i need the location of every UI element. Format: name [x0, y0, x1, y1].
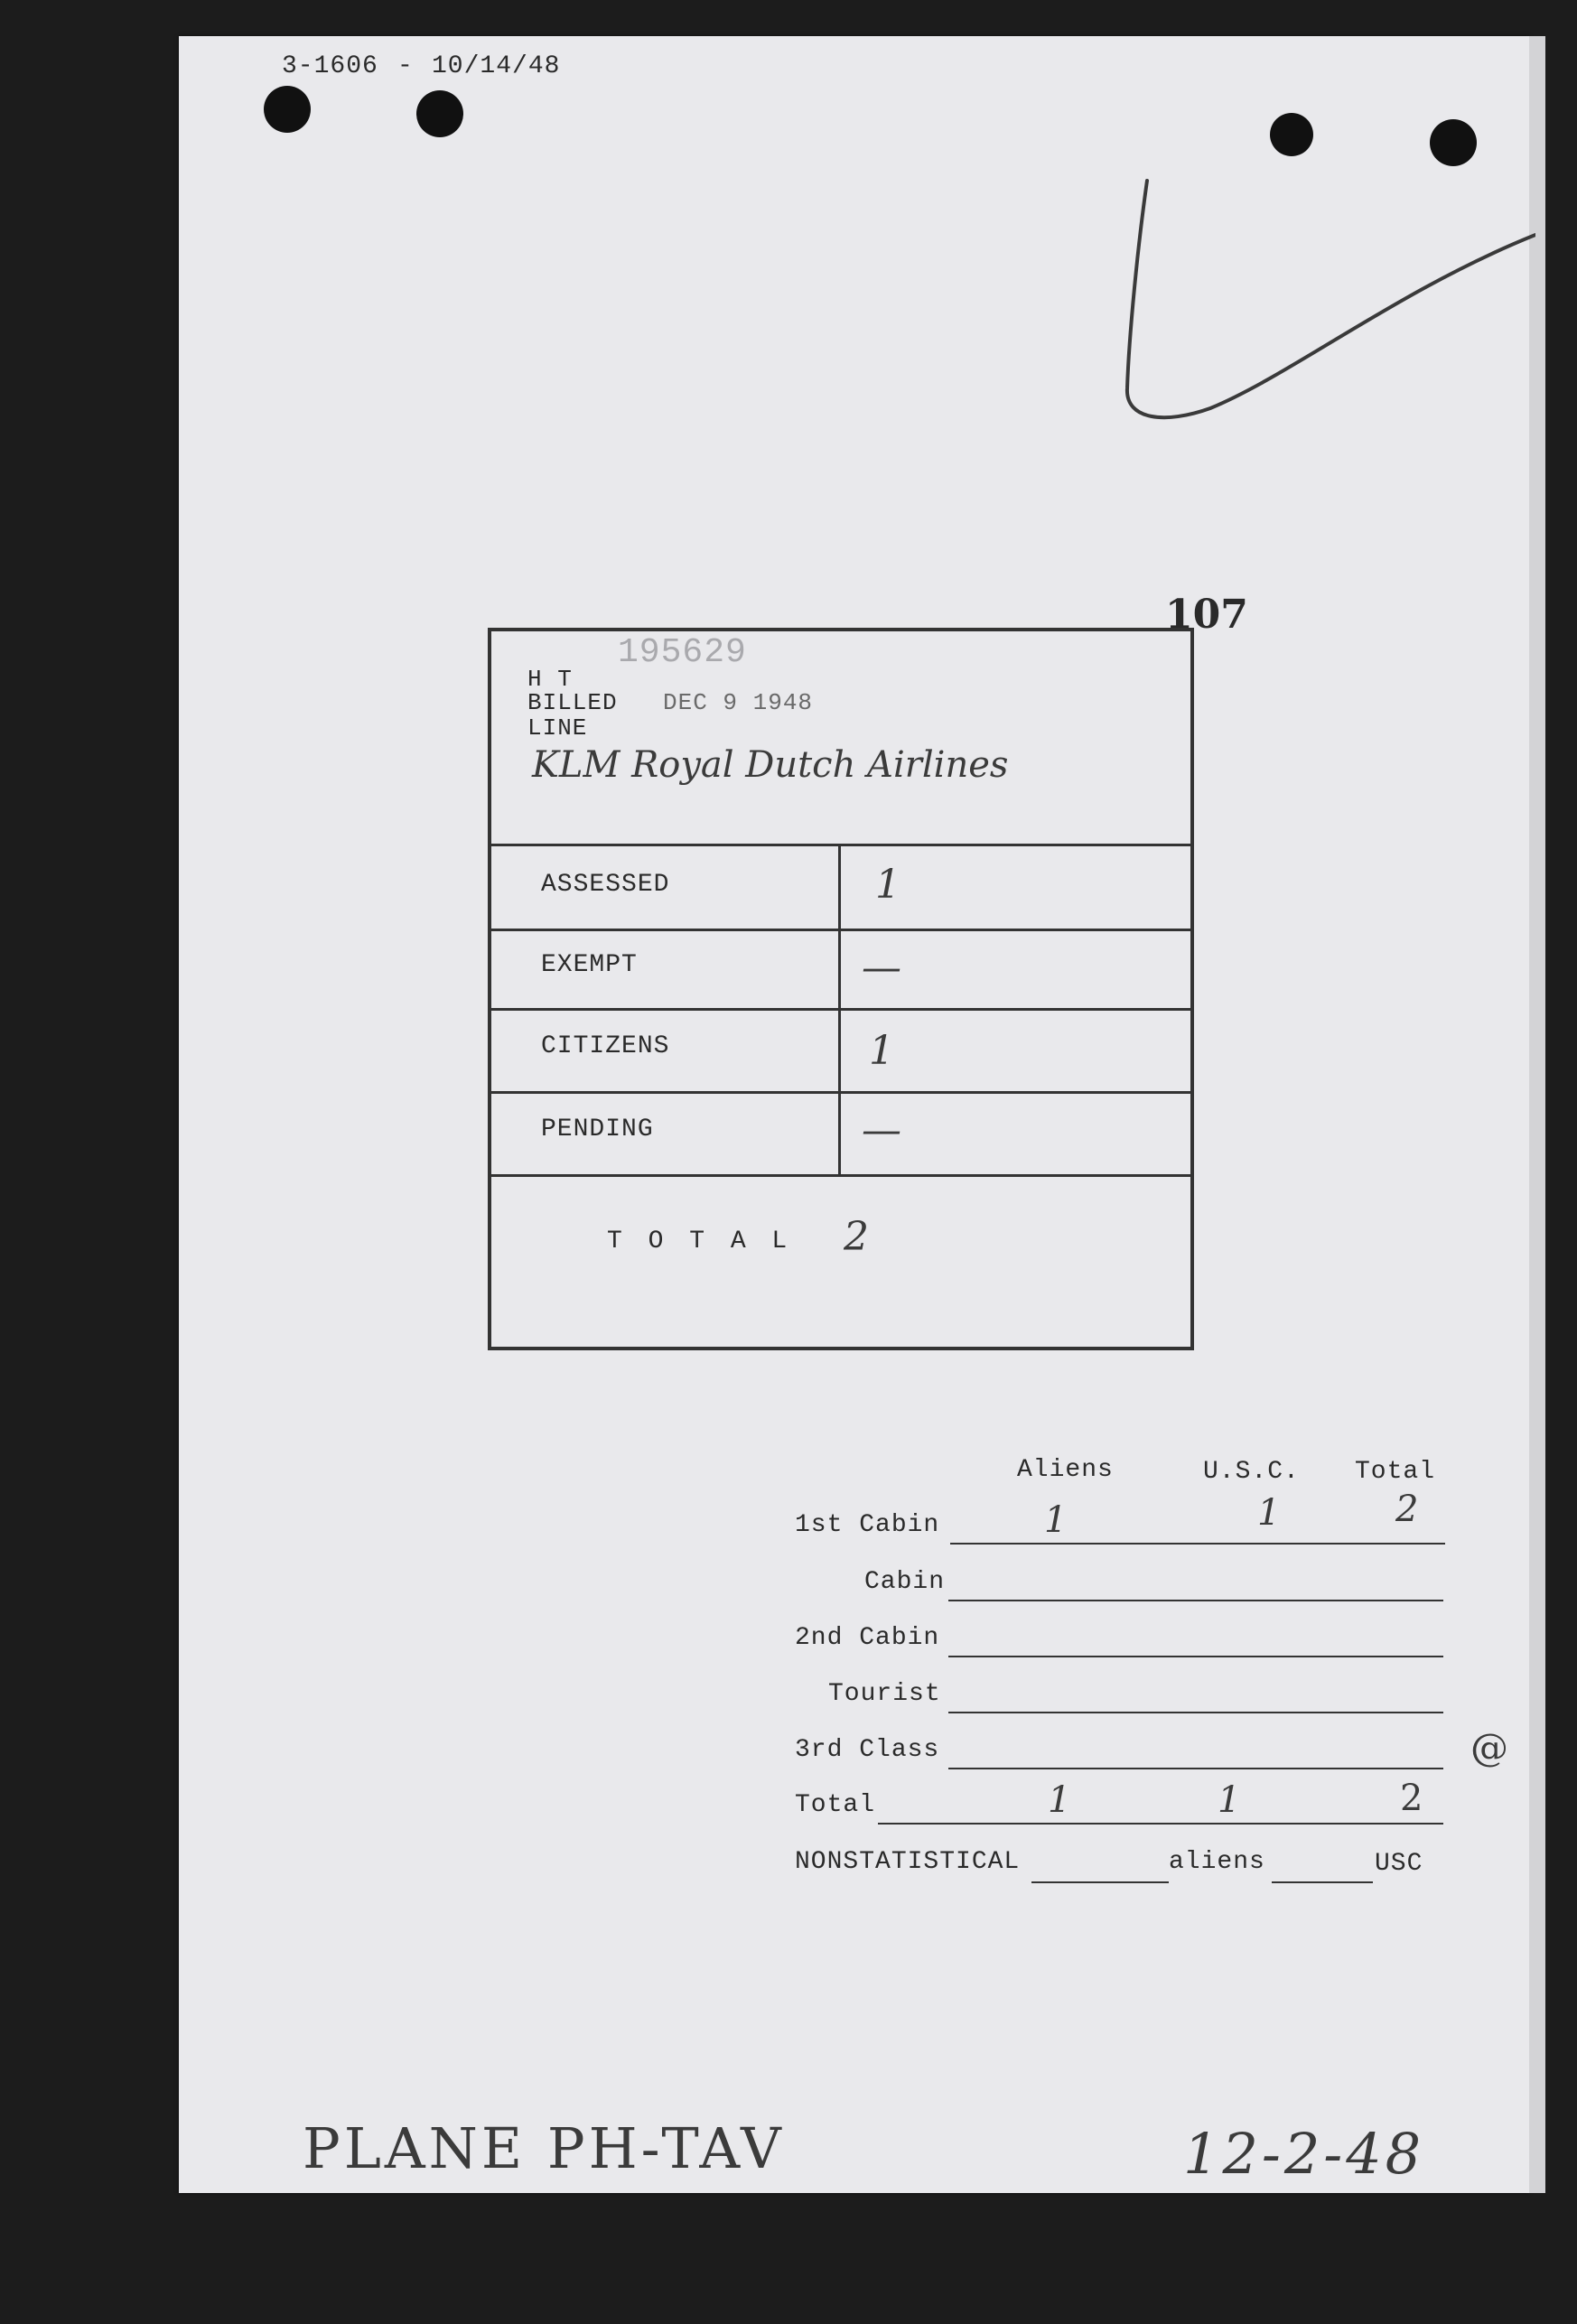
row-value: 1 [869, 1028, 894, 1074]
total-label: T O T A L [607, 1227, 793, 1255]
usc-value: 1 [1257, 1492, 1281, 1534]
row-label: Tourist [828, 1680, 941, 1708]
row-label: PENDING [541, 1115, 654, 1143]
date-annotation: 12-2-48 [1183, 2121, 1425, 2187]
nonstat-aliens-rule [1031, 1881, 1169, 1883]
row-rule [878, 1823, 1443, 1825]
col-header: Aliens [1017, 1456, 1114, 1484]
form-code: 3-1606 [282, 52, 378, 80]
row-rule [950, 1543, 1445, 1545]
billed-stamp: DEC 9 1948 [663, 689, 814, 716]
row-label: EXEMPT [541, 951, 638, 979]
total-value: 2 [844, 1214, 869, 1260]
row-value: — [862, 1107, 901, 1153]
row-label: 2nd Cabin [795, 1624, 940, 1652]
row-label: CITIZENS [541, 1032, 670, 1060]
punch-hole-4 [1430, 119, 1477, 166]
nonstatistical-label: NONSTATISTICAL [795, 1848, 1021, 1876]
row-label: Cabin [864, 1568, 946, 1596]
nonstat-usc-rule [1272, 1881, 1373, 1883]
check-mark-icon [1111, 172, 1535, 434]
summary-box [488, 628, 1194, 1350]
nonstat-aliens-label: aliens [1169, 1848, 1265, 1876]
aliens-value: 1 [1048, 1779, 1071, 1821]
summary-row [491, 1091, 1190, 1177]
punch-hole-3 [1270, 113, 1313, 156]
total-value: 2 [1395, 1489, 1419, 1530]
plane-annotation: PLANE PH-TAV [303, 2115, 785, 2181]
row-rule [948, 1712, 1443, 1713]
form-edition: 10/14/48 [432, 52, 561, 80]
row-label: 1st Cabin [795, 1511, 940, 1539]
row-label: Total [795, 1791, 876, 1819]
aliens-value: 1 [1044, 1499, 1068, 1541]
col-header: Total [1355, 1458, 1436, 1486]
nonstat-usc-label: USC [1375, 1850, 1423, 1878]
row-rule [948, 1656, 1443, 1657]
page-number: 107 [1165, 592, 1248, 638]
summary-row [491, 844, 1190, 931]
col-header: U.S.C. [1203, 1458, 1300, 1486]
line-label: LINE [527, 714, 588, 742]
punch-hole-1 [264, 86, 311, 133]
row-rule [948, 1768, 1443, 1769]
dash: - [397, 52, 414, 80]
summary-row [491, 929, 1190, 1011]
row-label: ASSESSED [541, 871, 670, 899]
total-value: 2 [1400, 1778, 1423, 1819]
punch-hole-2 [416, 90, 463, 137]
ht-label: H T [527, 666, 573, 693]
row-value: 1 [875, 862, 900, 908]
line-value: KLM Royal Dutch Airlines [532, 744, 1009, 786]
margin-mark: @ [1470, 1725, 1508, 1769]
usc-value: 1 [1218, 1779, 1241, 1821]
stamp-number: 195629 [618, 633, 747, 672]
row-rule [948, 1600, 1443, 1601]
billed-label: BILLED [527, 689, 618, 716]
row-label: 3rd Class [795, 1736, 940, 1764]
summary-row [491, 1008, 1190, 1094]
summary-header [491, 631, 1190, 846]
row-value: — [862, 945, 901, 991]
column-divider [838, 844, 841, 1174]
